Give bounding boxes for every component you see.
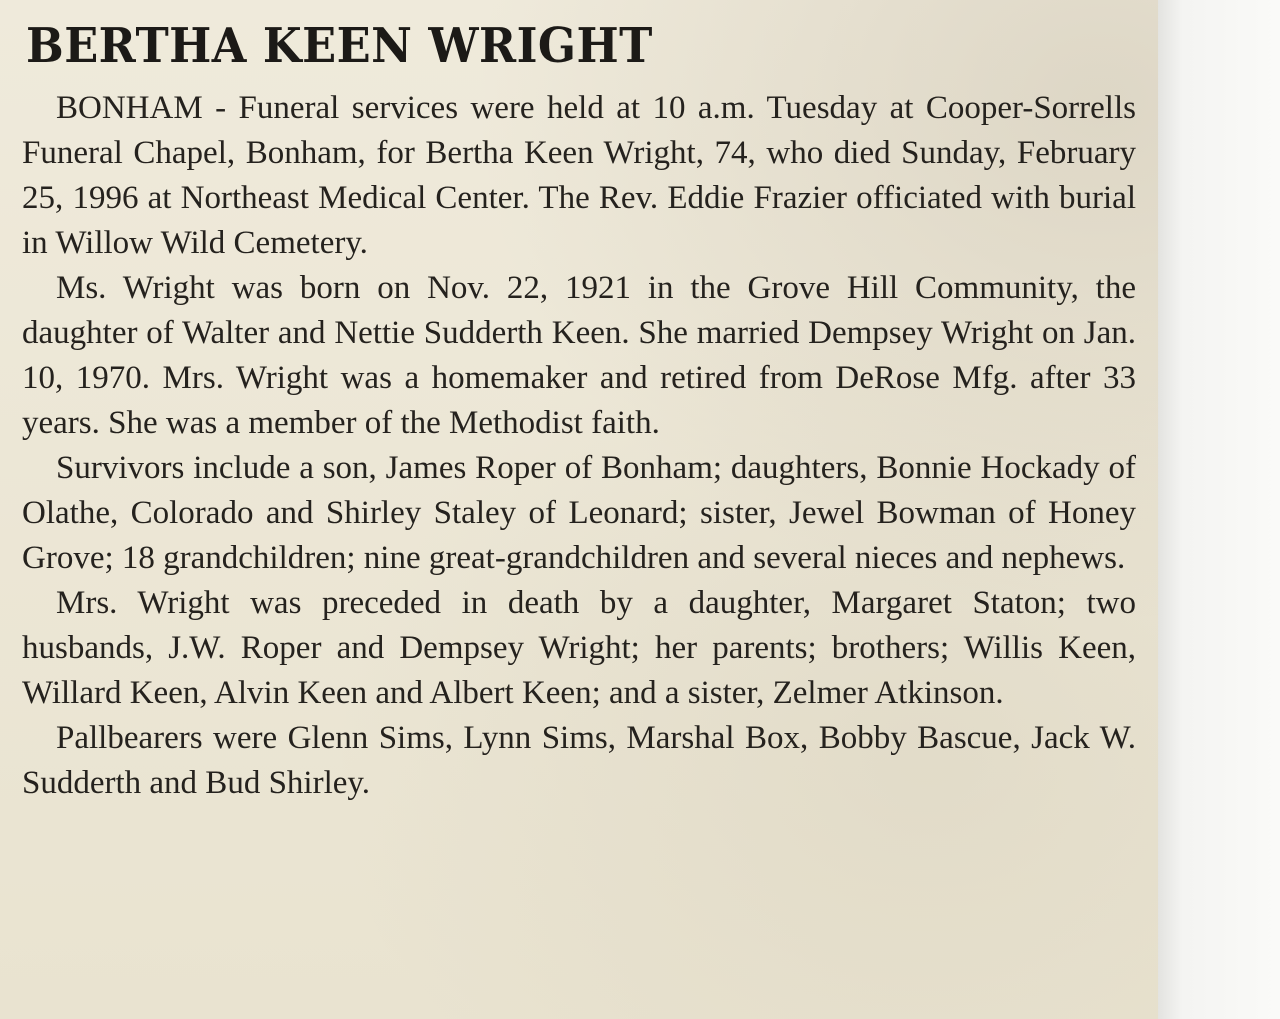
scan-background-edge [1158, 0, 1280, 1019]
paragraph-survivors: Survivors include a son, James Roper of Bonham; daughters, Bonnie Hockady of Olathe, Colorado and Shirley Staley of Leonard; sister, Jewel Bowman of Honey Grove; 18 grandchildren; nine great-grandchildren and several nieces and nephews. [22, 450, 1136, 576]
paragraph-pallbearers: Pallbearers were Glenn Sims, Lynn Sims, Marshal Box, Bobby Bascue, Jack W. Sudderth and Bud Shirley. [22, 720, 1136, 801]
obituary-headline: BERTHA KEEN WRIGHT [26, 18, 653, 74]
paragraph-preceded-in-death: Mrs. Wright was preceded in death by a daughter, Margaret Staton; two husbands, J.W. Roper and Dempsey Wright; her parents; brothers; Willis Keen, Willard Keen, Alvin Keen and Albert Keen; and a sister, Zelmer Atkinson. [22, 585, 1136, 711]
obituary-body [22, 86, 1136, 806]
paragraph-biography: Ms. Wright was born on Nov. 22, 1921 in the Grove Hill Community, the daughter of Walter and Nettie Sudderth Keen. She married Dempsey Wright on Jan. 10, 1970. Mrs. Wright was a homemaker and retired from DeRose Mfg. after 33 years. She was a member of the Methodist faith. [22, 270, 1136, 441]
paragraph-funeral-services: BONHAM - Funeral services were held at 10 a.m. Tuesday at Cooper-Sorrells Funeral Chapel, Bonham, for Bertha Keen Wright, 74, who died Sunday, February 25, 1996 at Northeast Medical Center. The Rev. Eddie Frazier officiated with burial in Willow Wild Cemetery. [22, 90, 1136, 261]
